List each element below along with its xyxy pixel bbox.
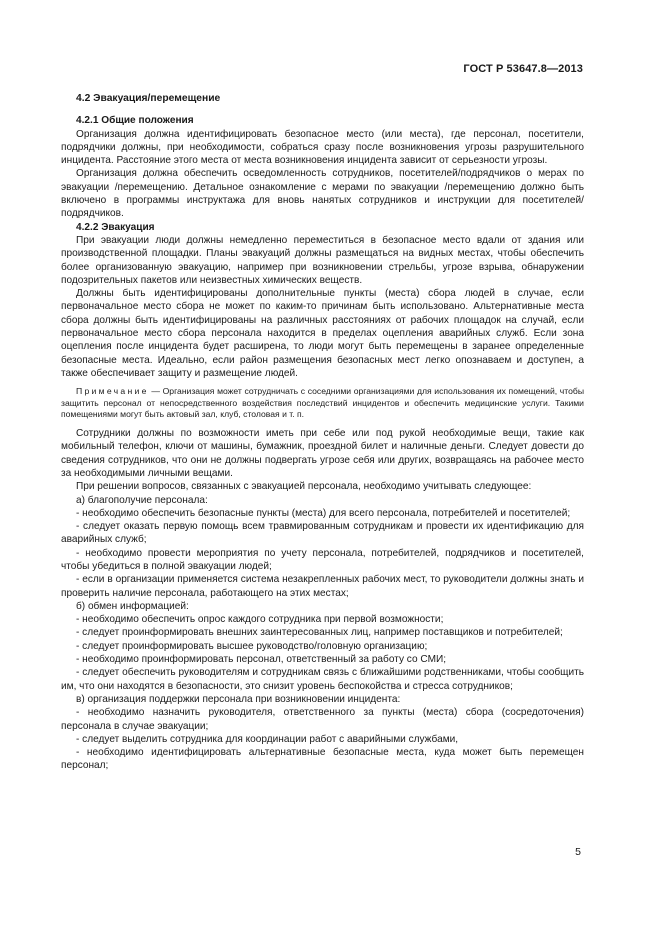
paragraph: Должны быть идентифицированы дополнительные пункты (места) сбора людей в случае, если первоначальное место сбора не может по каким-то причинам быть использовано. Альтернативные места сбора должны быть идентифицированы на различных расстояниях от рабочих площадок на случай, если первоначальное место сбора персонала находится в пределах оцепления аварийных служб. Если зона оцепления после инцидента будет расширена, то люди могут быть перемещены в заранее определенные безопасные места. Идеально, если район размещения безопасных мест легко опознаваем и доступен, а также обеспечивает защиту и размещение людей. bbox=[61, 288, 584, 379]
subsection-title-evacuation: 4.2.2 Эвакуация bbox=[76, 221, 155, 233]
note-text: Организация может сотрудничать с соседними организациями для использования их помещений, чтобы защитить персонал от непосредственного воздействия последствий инцидентов и обеспечить медицинские услуги. Такими помещениями могут быть актовый зал, клуб, столовая и т. п. bbox=[61, 386, 584, 420]
note-label: Примечание bbox=[76, 386, 149, 397]
paragraph: При эвакуации люди должны немедленно переместиться в безопасное место вдали от здания или производственной площадки. Планы эвакуаций должны размещаться на видных местах, чтобы обеспечить более организованную эвакуацию, например при возникновении стрельбы, угрозе взрыва, обнаружении подозрительных пакетов или неизвестных химических веществ. bbox=[61, 234, 584, 286]
paragraph: Организация должна идентифицировать безопасное место (или места), где персонал, посетители, подрядчики должны, при необходимости, собраться сразу после возникновения угрозы разрушительного инцидента. Расстояние этого места от места возникновения инцидента зависит от серьезности угрозы. bbox=[61, 128, 584, 167]
list-item: - необходимо обеспечить безопасные пункты (места) для всего персонала, потребителей и посетителей; bbox=[76, 507, 571, 519]
list-item: б) обмен информацией: bbox=[76, 600, 189, 612]
list-item: - следует проинформировать высшее руководство/головную организацию; bbox=[76, 640, 428, 652]
list-item: - необходимо назначить руководителя, ответственного за пункты (места) сбора (сосредоточения) персонала в случае эвакуации; bbox=[61, 707, 584, 732]
list-item: - необходимо провести мероприятия по учету персонала, потребителей, подрядчиков и посетителей, чтобы убедиться в полной эвакуации людей; bbox=[61, 547, 584, 572]
note bbox=[61, 386, 584, 421]
paragraph: При решении вопросов, связанных с эвакуацией персонала, необходимо учитывать следующее: bbox=[76, 481, 532, 493]
list-item: в) организация поддержки персонала при возникновении инцидента: bbox=[76, 693, 401, 705]
list-item: - необходимо обеспечить опрос каждого сотрудника при первой возможности; bbox=[76, 614, 444, 626]
standard-designation: ГОСТ Р 53647.8—2013 bbox=[463, 63, 583, 75]
list-item: - необходимо идентифицировать альтернативные безопасные места, куда может быть перемещен персонал; bbox=[61, 747, 584, 772]
list-item: - следует оказать первую помощь всем травмированным сотрудникам и провести их идентификацию для аварийных служб; bbox=[61, 521, 584, 546]
list-item: - следует обеспечить руководителям и сотрудникам связь с ближайшими родственниками, чтобы сообщить им, что они находятся в безопасности, это снизит уровень беспокойства и стресса сотрудников; bbox=[61, 667, 584, 692]
subsection-title-general: 4.2.1 Общие положения bbox=[76, 115, 194, 127]
document-body bbox=[61, 92, 584, 773]
list-item: - необходимо проинформировать персонал, ответственный за работу со СМИ; bbox=[76, 654, 447, 666]
list-item: - если в организации применяется система незакрепленных рабочих мест, то руководители должны знать и проверить наличие персонала, работающего на этих местах; bbox=[61, 574, 584, 599]
note-dash: — bbox=[148, 386, 163, 397]
paragraph: Организация должна обеспечить осведомленность сотрудников, посетителей/подрядчиков о мерах по эвакуации /перемещению. Детальное ознакомление с мерами по эвакуации /перемещению должно быть включено в программы инструктажа для вновь нанятых сотрудников и инструкции для посетителей/подрядчиков. bbox=[61, 168, 584, 220]
paragraph: Сотрудники должны по возможности иметь при себе или под рукой необходимые вещи, такие как мобильный телефон, ключи от машины, бумажник, проездной билет и наличные деньги. Следует довести до сведения сотрудников, что они не должны подвергать угрозе себя или других, возвращаясь на рабочее место за необходимыми личными вещами. bbox=[61, 428, 584, 479]
list-item: - следует проинформировать внешних заинтересованных лиц, например поставщиков и потребителей; bbox=[76, 627, 563, 639]
section-title: 4.2 Эвакуация/перемещение bbox=[76, 93, 221, 104]
page-number: 5 bbox=[575, 846, 581, 858]
list-item: - следует выделить сотрудника для координации работ с аварийными службами, bbox=[76, 733, 459, 745]
list-item: а) благополучие персонала: bbox=[76, 494, 208, 506]
